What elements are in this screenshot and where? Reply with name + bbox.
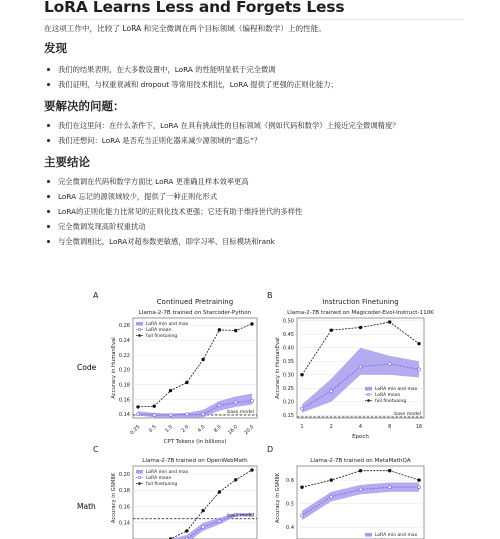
lora-mean-point (388, 362, 391, 365)
full-finetuning-point (136, 405, 139, 408)
full-finetuning-point (388, 469, 391, 472)
lora-mean-point (185, 413, 188, 416)
lora-mean-point (388, 486, 391, 489)
full-finetuning-point (201, 509, 204, 512)
legend-label: full finetuning (146, 334, 178, 339)
full-finetuning-point (300, 485, 303, 488)
y-tick-label: 0.22 (118, 352, 130, 359)
full-finetuning-point (185, 381, 188, 384)
lora-mean-point (202, 413, 205, 416)
intro-paragraph: 在这项工作中，比较了 LoRA 和完全微调在两个目标领域（编程和数学）上的性能。 (44, 24, 326, 33)
lora-mean-point (202, 525, 205, 528)
lora-mean-point (137, 413, 140, 416)
full-finetuning-point (250, 468, 253, 471)
base-model-label: base model (394, 411, 421, 417)
x-tick-label: 1 (300, 424, 304, 430)
list-item: 完全微调发现高阶权重扰动 (44, 221, 302, 236)
x-tick-label: 16 (415, 424, 423, 430)
list-item: 完全微调在代码和数学方面比 LoRA 更准确且样本效率更高 (44, 176, 302, 191)
full-finetuning-point (218, 328, 221, 331)
full-finetuning-point (234, 478, 237, 481)
legend-label: LoRA min and max (375, 387, 418, 392)
legend-marker-mean (367, 393, 369, 395)
legend-label: LoRA mean (146, 476, 172, 481)
full-finetuning-point (388, 320, 391, 323)
lora-mean-point (301, 514, 304, 517)
panel-letter: A (93, 291, 99, 300)
legend-marker-mean (138, 476, 140, 478)
x-axis-label: CPT Tokens (in billions) (163, 439, 227, 445)
x-tick-label: 8.0 (212, 424, 223, 434)
page-title: LoRA Learns Less and Forgets Less (44, 0, 345, 16)
list-item: 我们的结果表明，在大多数设置中，LoRA 的性能明显低于完全微调 (44, 64, 338, 79)
x-axis-label: Epoch (352, 434, 369, 440)
lora-mean-point (359, 488, 362, 491)
y-tick-label: 0.20 (118, 471, 130, 478)
y-tick-label: 0.14 (118, 520, 130, 527)
y-tick-label: 0.30 (282, 372, 294, 379)
x-tick-label: 4.0 (196, 424, 207, 434)
full-finetuning-point (359, 326, 362, 329)
y-axis-label: Accuracy in GSM8K (275, 472, 281, 524)
panel-subtitle: Llama-2-7B trained on OpenWebMath (142, 458, 248, 464)
y-tick-label: 0.35 (282, 359, 294, 366)
panel-letter: B (267, 291, 273, 300)
x-tick-label: 16.0 (227, 424, 240, 437)
legend-label: full finetuning (146, 482, 178, 487)
y-axis-label: Accuracy in GSM8K (111, 472, 117, 524)
full-finetuning-point (185, 529, 188, 532)
y-tick-label: 0.50 (282, 318, 294, 325)
row-label-math: Math (77, 502, 96, 511)
list-item: 我们还想问：LoRA 是否充当正则化器来减少源领域的“遗忘”？ (44, 135, 400, 150)
y-tick-label: 0.26 (118, 323, 130, 330)
y-tick-label: 0.5 (286, 501, 294, 508)
list-item: 与全微调相比，LoRA对超参数更敏感，即学习率、目标模块和rank (44, 236, 302, 251)
legend-swatch-band (365, 387, 372, 391)
legend-label: LoRA mean (146, 328, 172, 333)
legend-swatch-band (136, 322, 143, 326)
y-tick-label: 0.16 (118, 397, 130, 404)
lora-mean-point (330, 389, 333, 392)
y-axis-label: Accuracy in HumanEval (275, 337, 281, 399)
lora-mean-point (234, 401, 237, 404)
lora-mean-point (218, 520, 221, 523)
lora-mean-point (301, 407, 304, 410)
section-heading-conclusions: 主要结论 (44, 155, 90, 169)
y-axis-label: Accuracy in HumanEval (111, 337, 117, 399)
panel-subtitle: Llama-2-7B trained on MetaMathQA (310, 458, 411, 464)
section-heading-findings: 发现 (44, 41, 67, 55)
legend-label: LoRA min and max (375, 533, 418, 538)
full-finetuning-point (330, 478, 333, 481)
x-tick-label: 20.0 (243, 424, 256, 437)
panel-letter: D (267, 445, 274, 454)
list-item: LoRA的正则化能力比常见的正则化技术更强；它还有助于维持世代的多样性 (44, 206, 302, 221)
lora-mean-point (330, 495, 333, 498)
panel-title: Continued Pretraining (156, 298, 234, 306)
lora-mean-point (218, 404, 221, 407)
y-tick-label: 0.16 (118, 504, 130, 511)
full-finetuning-point (417, 478, 420, 481)
full-finetuning-point (417, 342, 420, 345)
y-tick-label: 0.15 (282, 413, 294, 420)
y-tick-label: 0.24 (118, 338, 130, 345)
legend-swatch-band (136, 470, 143, 474)
full-finetuning-point (359, 469, 362, 472)
y-tick-label: 0.45 (282, 332, 294, 339)
y-tick-label: 0.18 (118, 488, 130, 495)
y-tick-label: 0.20 (118, 367, 130, 374)
legend-label: LoRA min and max (146, 322, 189, 327)
panel-title: Instruction Finetuning (322, 298, 399, 306)
full-finetuning-point (330, 328, 333, 331)
list-item: LoRA 忘记的源领域较少，提供了一种正则化形式 (44, 191, 302, 206)
legend-marker-full (138, 482, 141, 485)
legend-label: LoRA mean (375, 393, 401, 398)
row-label-code: Code (77, 363, 97, 372)
lora-mean-point (359, 365, 362, 368)
lora-mean-point (251, 399, 254, 402)
plot-area (300, 469, 420, 520)
y-tick-label: 0.4 (286, 525, 294, 532)
full-finetuning-point (250, 322, 253, 325)
lora-mean-point (418, 368, 421, 371)
full-finetuning-point (218, 490, 221, 493)
legend-swatch-band (365, 533, 372, 537)
legend-label: LoRA min and max (146, 470, 189, 475)
x-tick-label: 0.25 (129, 424, 142, 437)
x-tick-label: 1.0 (164, 424, 174, 434)
panel-subtitle: Llama-2-7B trained on Magicoder-Evol-Instruct-110K (287, 310, 434, 316)
section-heading-questions: 要解决的问题： (44, 99, 125, 113)
x-tick-label: 0.5 (147, 424, 158, 434)
full-finetuning-point (169, 389, 172, 392)
x-tick-label: 4 (358, 424, 363, 430)
full-finetuning-point (234, 329, 237, 332)
y-tick-label: 0.20 (282, 399, 294, 406)
lora-mean-point (153, 414, 156, 417)
y-tick-label: 0.25 (282, 386, 294, 393)
panel-subtitle: Llama-2-7B trained on Starcoder-Python (138, 310, 252, 316)
y-tick-label: 0.18 (118, 382, 130, 389)
x-tick-label: 8 (388, 424, 392, 430)
lora-mean-point (418, 486, 421, 489)
full-finetuning-point (153, 404, 156, 407)
list-item: 我们在这里问：在什么条件下，LoRA 在具有挑战性的目标领域（例如代码和数学）上接近完全微调精度？ (44, 120, 400, 135)
y-tick-label: 0.6 (286, 477, 294, 484)
x-tick-label: 2 (329, 424, 333, 430)
base-model-label: base model (227, 410, 254, 416)
x-tick-label: 2.0 (180, 424, 191, 434)
legend-marker-mean (138, 328, 140, 330)
panel-letter: C (93, 445, 99, 454)
lora-mean-point (169, 414, 172, 417)
full-finetuning-point (300, 373, 303, 376)
y-tick-label: 0.40 (282, 345, 294, 352)
list-item: 我们证明，与权重衰减和 dropout 等常用技术相比，LoRA 提供了更强的正则化能力； (44, 79, 338, 94)
legend-label: full finetuning (375, 399, 407, 404)
legend-marker-full (138, 334, 141, 337)
base-model-label: base model (227, 513, 254, 519)
full-finetuning-point (201, 358, 204, 361)
y-tick-label: 0.14 (118, 412, 130, 419)
legend-marker-full (367, 399, 370, 402)
